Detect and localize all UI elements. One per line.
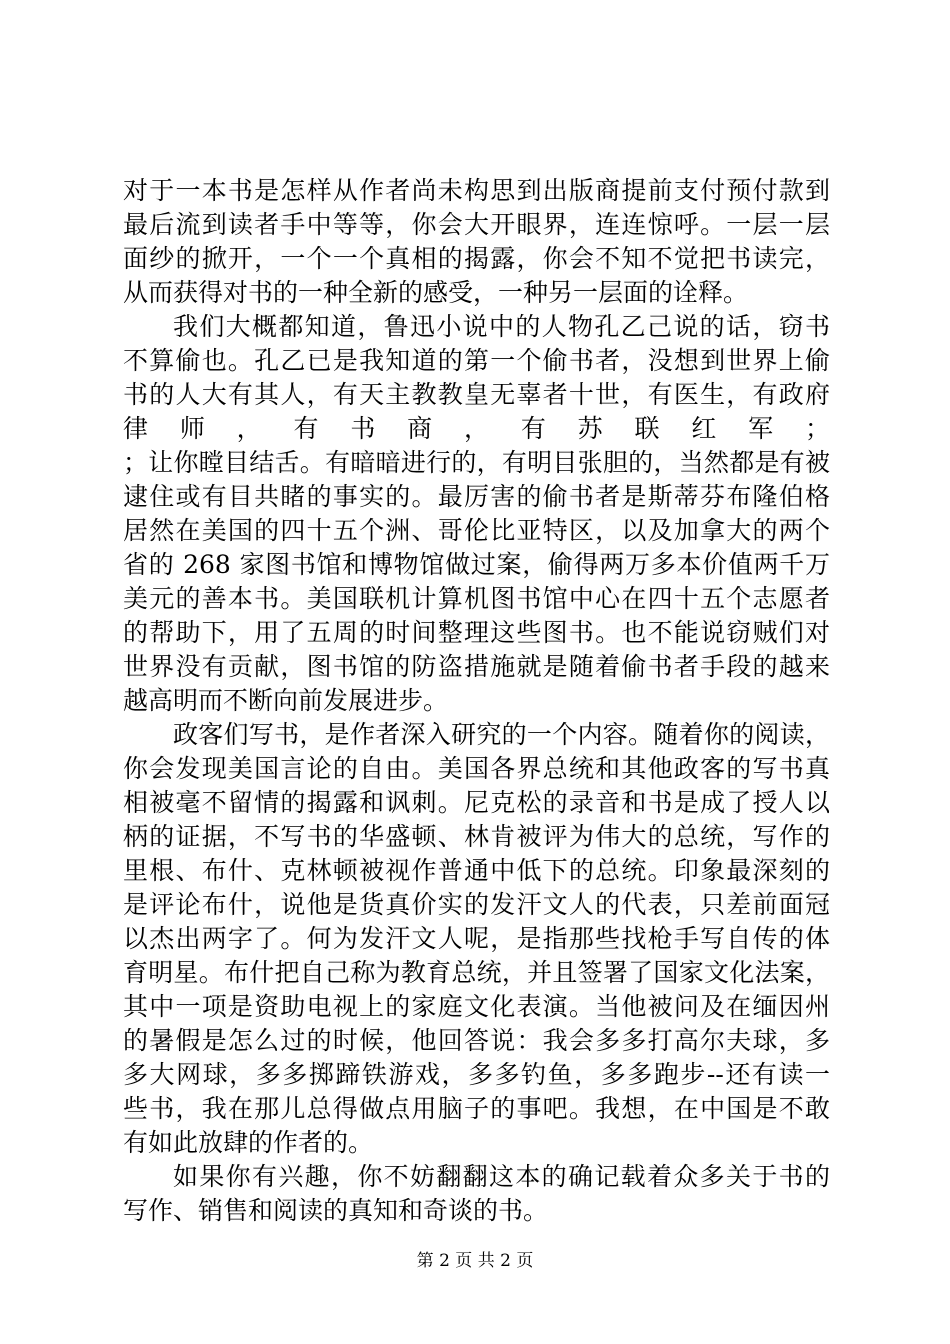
text-line: 我们大概都知道，鲁迅小说中的人物孔乙己说的话，窃书 xyxy=(173,312,830,341)
text-line: 以杰出两字了。何为发汗文人呢，是指那些找枪手写自传的体 xyxy=(123,924,830,953)
text-line: 最后流到读者手中等等，你会大开眼界，连连惊呼。一层一层 xyxy=(123,210,830,239)
text-line: 政客们写书，是作者深入研究的一个内容。随着你的阅读， xyxy=(173,720,830,749)
text-line: 越高明而不断向前发展进步。 xyxy=(123,686,449,715)
text-line: 面纱的掀开，一个一个真相的揭露，你会不知不觉把书读完， xyxy=(123,244,830,273)
text-line: 美元的善本书。美国联机计算机图书馆中心在四十五个志愿者 xyxy=(123,584,830,613)
text-line: 有如此放肆的作者的。 xyxy=(123,1128,374,1157)
text-line: 里根、布什、克林顿被视作普通中低下的总统。印象最深刻的 xyxy=(123,856,830,885)
text-line: 些书，我在那儿总得做点用脑子的事吧。我想，在中国是不敢 xyxy=(123,1094,830,1123)
text-line: 是评论布什，说他是货真价实的发汗文人的代表，只差前面冠 xyxy=(123,890,830,919)
text-line: 逮住或有目共睹的事实的。最厉害的偷书者是斯蒂芬布隆伯格 xyxy=(123,482,830,511)
text-line: 多大网球，多多掷蹄铁游戏，多多钓鱼，多多跑步--还有读一 xyxy=(123,1060,830,1089)
text-line: 省的 268 家图书馆和博物馆做过案，偷得两万多本价值两千万 xyxy=(123,550,830,579)
text-line: ；让你瞠目结舌。有暗暗进行的，有明目张胆的，当然都是有被 xyxy=(123,448,830,477)
text-line: 如果你有兴趣，你不妨翻翻这本的确记载着众多关于书的 xyxy=(173,1162,830,1191)
text-line: 律 师 ， 有 书 商 ， 有 苏 联 红 军 ； xyxy=(123,414,830,443)
text-line: 不算偷也。孔乙已是我知道的第一个偷书者，没想到世界上偷 xyxy=(123,346,830,375)
text-line: 育明星。布什把自己称为教育总统，并且签署了国家文化法案， xyxy=(123,958,830,987)
text-line: 写作、销售和阅读的真知和奇谈的书。 xyxy=(123,1196,549,1225)
page-number-footer: 第 2 页 共 2 页 xyxy=(416,1251,534,1271)
text-line: 书的人大有其人，有天主教教皇无辜者十世，有医生，有政府 xyxy=(123,380,830,409)
text-line: 从而获得对书的一种全新的感受，一种另一层面的诠释。 xyxy=(123,278,749,307)
body-text xyxy=(123,174,830,1228)
text-line: 对于一本书是怎样从作者尚未构思到出版商提前支付预付款到 xyxy=(123,176,830,205)
text-line: 的暑假是怎么过的时候，他回答说：我会多多打高尔夫球，多 xyxy=(123,1026,830,1055)
text-line: 相被毫不留情的揭露和讽刺。尼克松的录音和书是成了授人以 xyxy=(123,788,830,817)
text-line: 其中一项是资助电视上的家庭文化表演。当他被问及在缅因州 xyxy=(123,992,830,1021)
text-line: 柄的证据，不写书的华盛顿、林肯被评为伟大的总统，写作的 xyxy=(123,822,830,851)
text-line: 的帮助下，用了五周的时间整理这些图书。也不能说窃贼们对 xyxy=(123,618,830,647)
text-line: 世界没有贡献，图书馆的防盗措施就是随着偷书者手段的越来 xyxy=(123,652,830,681)
text-line: 你会发现美国言论的自由。美国各界总统和其他政客的写书真 xyxy=(123,754,830,783)
text-line: 居然在美国的四十五个洲、哥伦比亚特区，以及加拿大的两个 xyxy=(123,516,830,545)
